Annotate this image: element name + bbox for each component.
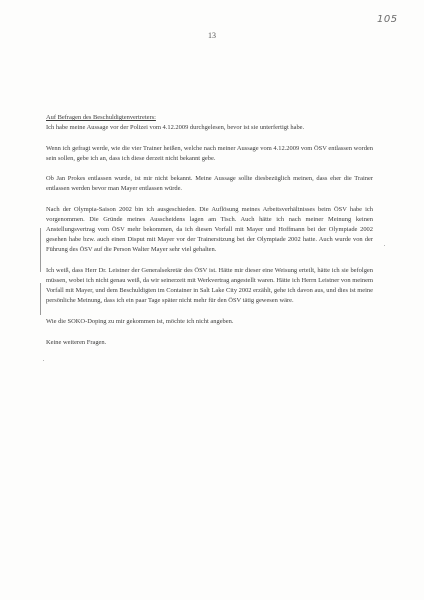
paragraph: Wie die SOKO-Doping zu mir gekommen ist, möchte ich nicht angeben. (46, 317, 234, 325)
testimony-text (46, 113, 373, 348)
section-heading: Auf Befragen des Beschuldigtenvertreters: (46, 114, 156, 121)
paragraph-text: Ich habe meine Aussage vor der Polizei vom 4.12.2009 durchgelesen, bevor ist sie unterfertigt habe. (46, 124, 305, 132)
margin-line (40, 228, 41, 272)
page-number: 13 (208, 31, 216, 40)
scan-speck (43, 360, 44, 361)
paragraph: Wenn ich gefragt werde, wie die vier Trainer heißen, welche nach meiner Aussage vom 4.12.2009 vom ÖSV entlassen worden sein sollen, gebe ich an, dass ich diese derzeit nicht bekannt gebe. (46, 144, 373, 162)
paragraph: Keine weiteren Fragen. (46, 338, 107, 346)
scan-speck (384, 245, 385, 246)
paragraph: Ich weiß, dass Herr Dr. Leistner der Generalsekretär des ÖSV ist. Hätte mir dieser eine Weisung erteilt, hätte ich sie befolgen müssen, wobei ich nicht genau weiß, da wir seinerzeit mit Werkvertrag angestellt waren. Hätte ich Herrn Leistner von meinem Vorfall mit Mayer, und dem Beschuldigten im Container in Salt Lake City 2002 erzählt, gehe ich davon aus, und dies ist meine persönliche Meinung, dass ich ein paar Tage später nicht mehr für den ÖSV tätig gewesen wäre. (46, 267, 373, 305)
paragraph: Nach der Olympia-Saison 2002 bin ich ausgeschieden. Die Auflösung meines Arbeitsverhältnisses beim ÖSV habe ich vorgenommen. Die Gründe meines Ausscheidens lagen am Tisch. Auch hätte ich nach meiner Meinung keinen Anstellungsvertrag vom ÖSV mehr bekommen, da ich diesen Vorfall mit Mayer und Hoffmann bei der Olympiade 2002 gesehen habe bzw. auch einen Disput mit Mayer vor der Trainersitzung bei der Olympiade 2002 hatte. Auch wurde von der Führung des ÖSV auf die Person Walter Mayer sehr viel gehalten. (46, 206, 373, 254)
paragraph: Ob Jan Prokes entlassen wurde, ist mir nicht bekannt. Meine Aussage sollte diesbezüglich meinen, dass eher die Trainer entlassen werden bevor man Mayer entlassen würde. (46, 175, 373, 193)
margin-line (40, 283, 41, 315)
handwritten-page-number: 105 (377, 14, 398, 25)
paragraph (46, 113, 373, 133)
